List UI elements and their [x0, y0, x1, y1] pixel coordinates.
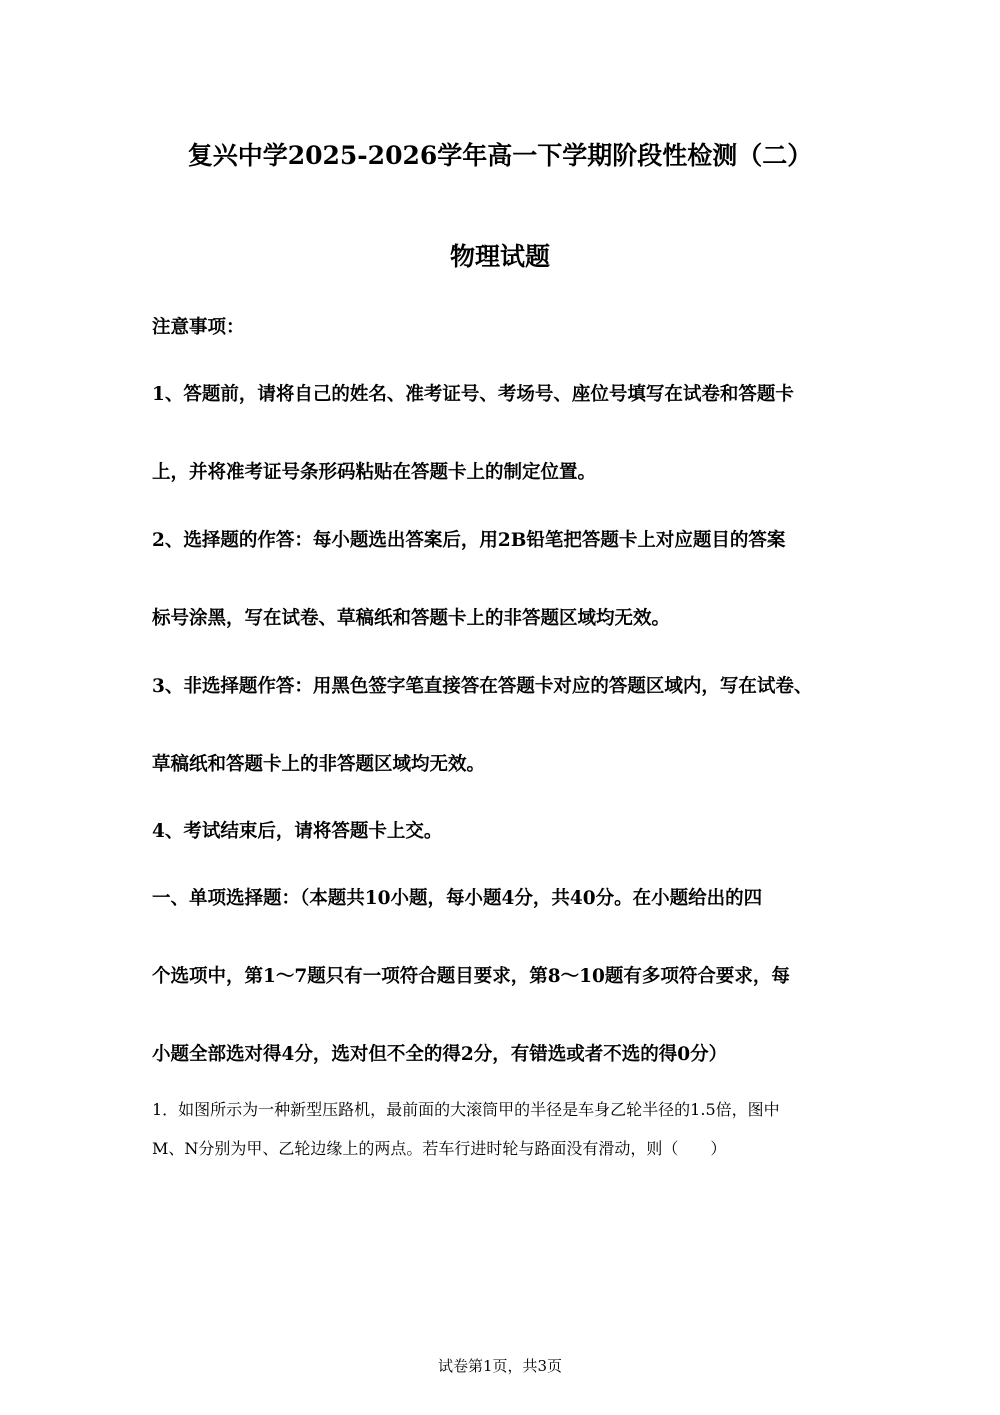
notes-line: 1、答题前，请将自己的姓名、准考证号、考场号、座位号填写在试卷和答题卡	[152, 384, 794, 405]
notes-heading: 注意事项：	[152, 317, 245, 338]
section-heading-line: 个选项中，第1～7题只有一项符合题目要求，第8～10题有多项符合要求，每	[152, 966, 790, 987]
notes-line: 4、考试结束后，请将答题卡上交。	[152, 821, 443, 842]
notes-line: 标号涂黑，写在试卷、草稿纸和答题卡上的非答题区域均无效。	[152, 608, 671, 629]
question-1-text: M、N分别为甲、乙轮边缘上的两点。若车行进时轮与路面没有滑动，则（ ）	[152, 1139, 727, 1158]
section-heading-line: 小题全部选对得4分，选对但不全的得2分，有错选或者不选的得0分）	[152, 1044, 728, 1065]
notes-line: 2、选择题的作答：每小题选出答案后，用2B铅笔把答题卡上对应题目的答案	[152, 530, 786, 551]
notes-line: 3、非选择题作答：用黑色签字笔直接答在答题卡对应的答题区域内，写在试卷、	[152, 676, 813, 697]
notes-line: 草稿纸和答题卡上的非答题区域均无效。	[152, 754, 486, 775]
question-1-text: 1．如图所示为一种新型压路机，最前面的大滚筒甲的半径是车身乙轮半径的1.5倍，图中	[152, 1100, 780, 1119]
section-heading-line: 一、单项选择题：（本题共10小题，每小题4分，共40分。在小题给出的四	[152, 888, 763, 909]
exam-title: 复兴中学2025-2026学年高一下学期阶段性检测（二）	[187, 141, 813, 170]
page-number: 试卷第1页，共3页	[437, 1357, 563, 1375]
exam-subject: 物理试题	[449, 242, 550, 271]
notes-line: 上，并将准考证号条形码粘贴在答题卡上的制定位置。	[152, 462, 597, 483]
